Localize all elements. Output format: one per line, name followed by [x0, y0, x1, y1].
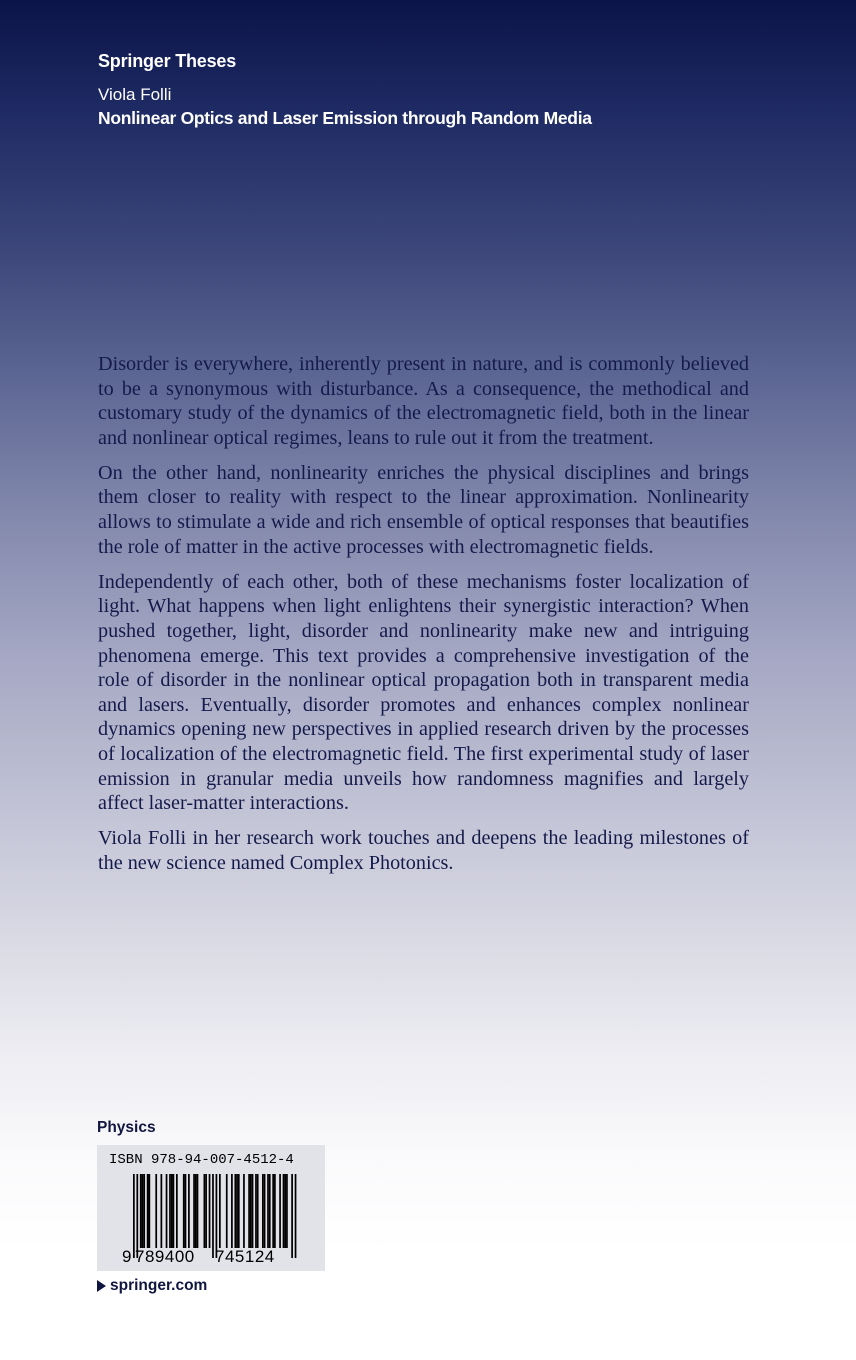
barcode-bar: [169, 1174, 171, 1248]
blurb-paragraph-1: Disorder is everywhere, inherently present in nature, and is commonly believed to be a synonymous with disturbance. As a consequence, the methodical and customary study of the dynamics of the electromagnetic field, both in the linear and nonlinear optical regimes, leans to rule out it from the treatment.: [98, 353, 749, 449]
barcode-bar: [226, 1174, 228, 1248]
barcode-bar: [236, 1174, 238, 1248]
barcode-bar: [274, 1174, 276, 1248]
barcode-bar: [284, 1174, 286, 1248]
barcode-bar: [155, 1174, 157, 1248]
barcode-bar: [209, 1174, 211, 1248]
barcode-bar: [205, 1174, 207, 1248]
barcode-first-digit: 9: [122, 1247, 132, 1266]
barcode-bar: [148, 1174, 150, 1248]
website-text: springer.com: [110, 1277, 208, 1294]
barcode-bar: [219, 1174, 221, 1248]
barcode-right-digits: 745124: [215, 1247, 275, 1266]
series-name: Springer Theses: [98, 51, 237, 71]
barcode-left-digits: 789400: [135, 1247, 195, 1266]
barcode-bar: [231, 1174, 233, 1248]
barcode-bar: [136, 1174, 138, 1258]
barcode-bar: [133, 1174, 135, 1258]
barcode-bar: [204, 1174, 206, 1248]
barcode-bar: [234, 1174, 236, 1248]
barcode-bar: [264, 1174, 266, 1248]
barcode-bar: [171, 1174, 173, 1248]
barcode-bar: [269, 1174, 271, 1248]
barcode-bar: [262, 1174, 264, 1248]
author-name: Viola Folli: [98, 85, 172, 104]
blurb-paragraph-2: On the other hand, nonlinearity enriches the physical disciplines and brings them closer to reality with respect to the linear approximation. Nonlinearity allows to stimulate a wide and rich ensemble of optical responses that beautifies the role of matter in the active processes with electromagnetic fields.: [98, 461, 749, 558]
barcode-bar: [147, 1174, 149, 1248]
back-cover-blurb: [98, 352, 749, 886]
barcode-bar: [161, 1174, 163, 1248]
barcode-bar: [295, 1174, 297, 1258]
barcode-bar: [238, 1174, 240, 1248]
blurb-paragraph-4: Viola Folli in her research work touches and deepens the leading milestones of the new science named Complex Photonics.: [98, 827, 749, 874]
barcode-bar: [272, 1174, 274, 1248]
book-title: Nonlinear Optics and Laser Emission through Random Media: [98, 108, 592, 128]
barcode-bar: [243, 1174, 245, 1248]
website-link[interactable]: [97, 1275, 207, 1297]
barcode-bar: [142, 1174, 144, 1248]
barcode-bar: [252, 1174, 254, 1248]
barcode-bar: [291, 1174, 293, 1258]
barcode-bar: [250, 1174, 252, 1248]
barcode-bar: [166, 1174, 168, 1248]
barcode-bar: [140, 1174, 142, 1248]
barcode-bar: [279, 1174, 281, 1248]
barcode-bar: [183, 1174, 185, 1248]
barcode-bar: [195, 1174, 197, 1248]
barcode-bar: [255, 1174, 257, 1248]
barcode-bar: [197, 1174, 199, 1248]
barcode-bar: [216, 1174, 218, 1258]
barcode-bar: [257, 1174, 259, 1248]
blurb-paragraph-3: Independently of each other, both of these mechanisms foster localization of light. What happens when light enlightens their synergistic interaction? When pushed together, light, disorder and nonlinearity make new and intriguing phenomena emerge. This text provides a comprehensive investigation of the role of disorder in the nonlinear optical propagation both in transparent media and lasers. Eventually, disorder promotes and enhances complex nonlinear dynamics opening new perspectives in applied research driven by the processes of localization of the electromagnetic field. The first experimental study of laser emission in granular media unveils how randomness magnifies and largely affect laser-matter interactions.: [98, 570, 749, 815]
barcode-bar: [283, 1174, 285, 1248]
barcode-bar: [176, 1174, 178, 1248]
subject-category: Physics: [97, 1119, 156, 1136]
barcode-bar: [173, 1174, 175, 1248]
isbn-barcode: [97, 1145, 325, 1271]
barcode-bar: [185, 1174, 187, 1248]
barcode-bar: [248, 1174, 250, 1248]
barcode-bar: [188, 1174, 190, 1248]
arrow-right-icon: [97, 1280, 106, 1292]
barcode-bar: [143, 1174, 145, 1248]
barcode-bar: [286, 1174, 288, 1248]
barcode-bar: [193, 1174, 195, 1248]
isbn-label: ISBN 978-94-007-4512-4: [109, 1152, 294, 1168]
barcode-bar: [212, 1174, 214, 1258]
barcode-bar: [267, 1174, 269, 1248]
cover-header: [98, 48, 592, 130]
